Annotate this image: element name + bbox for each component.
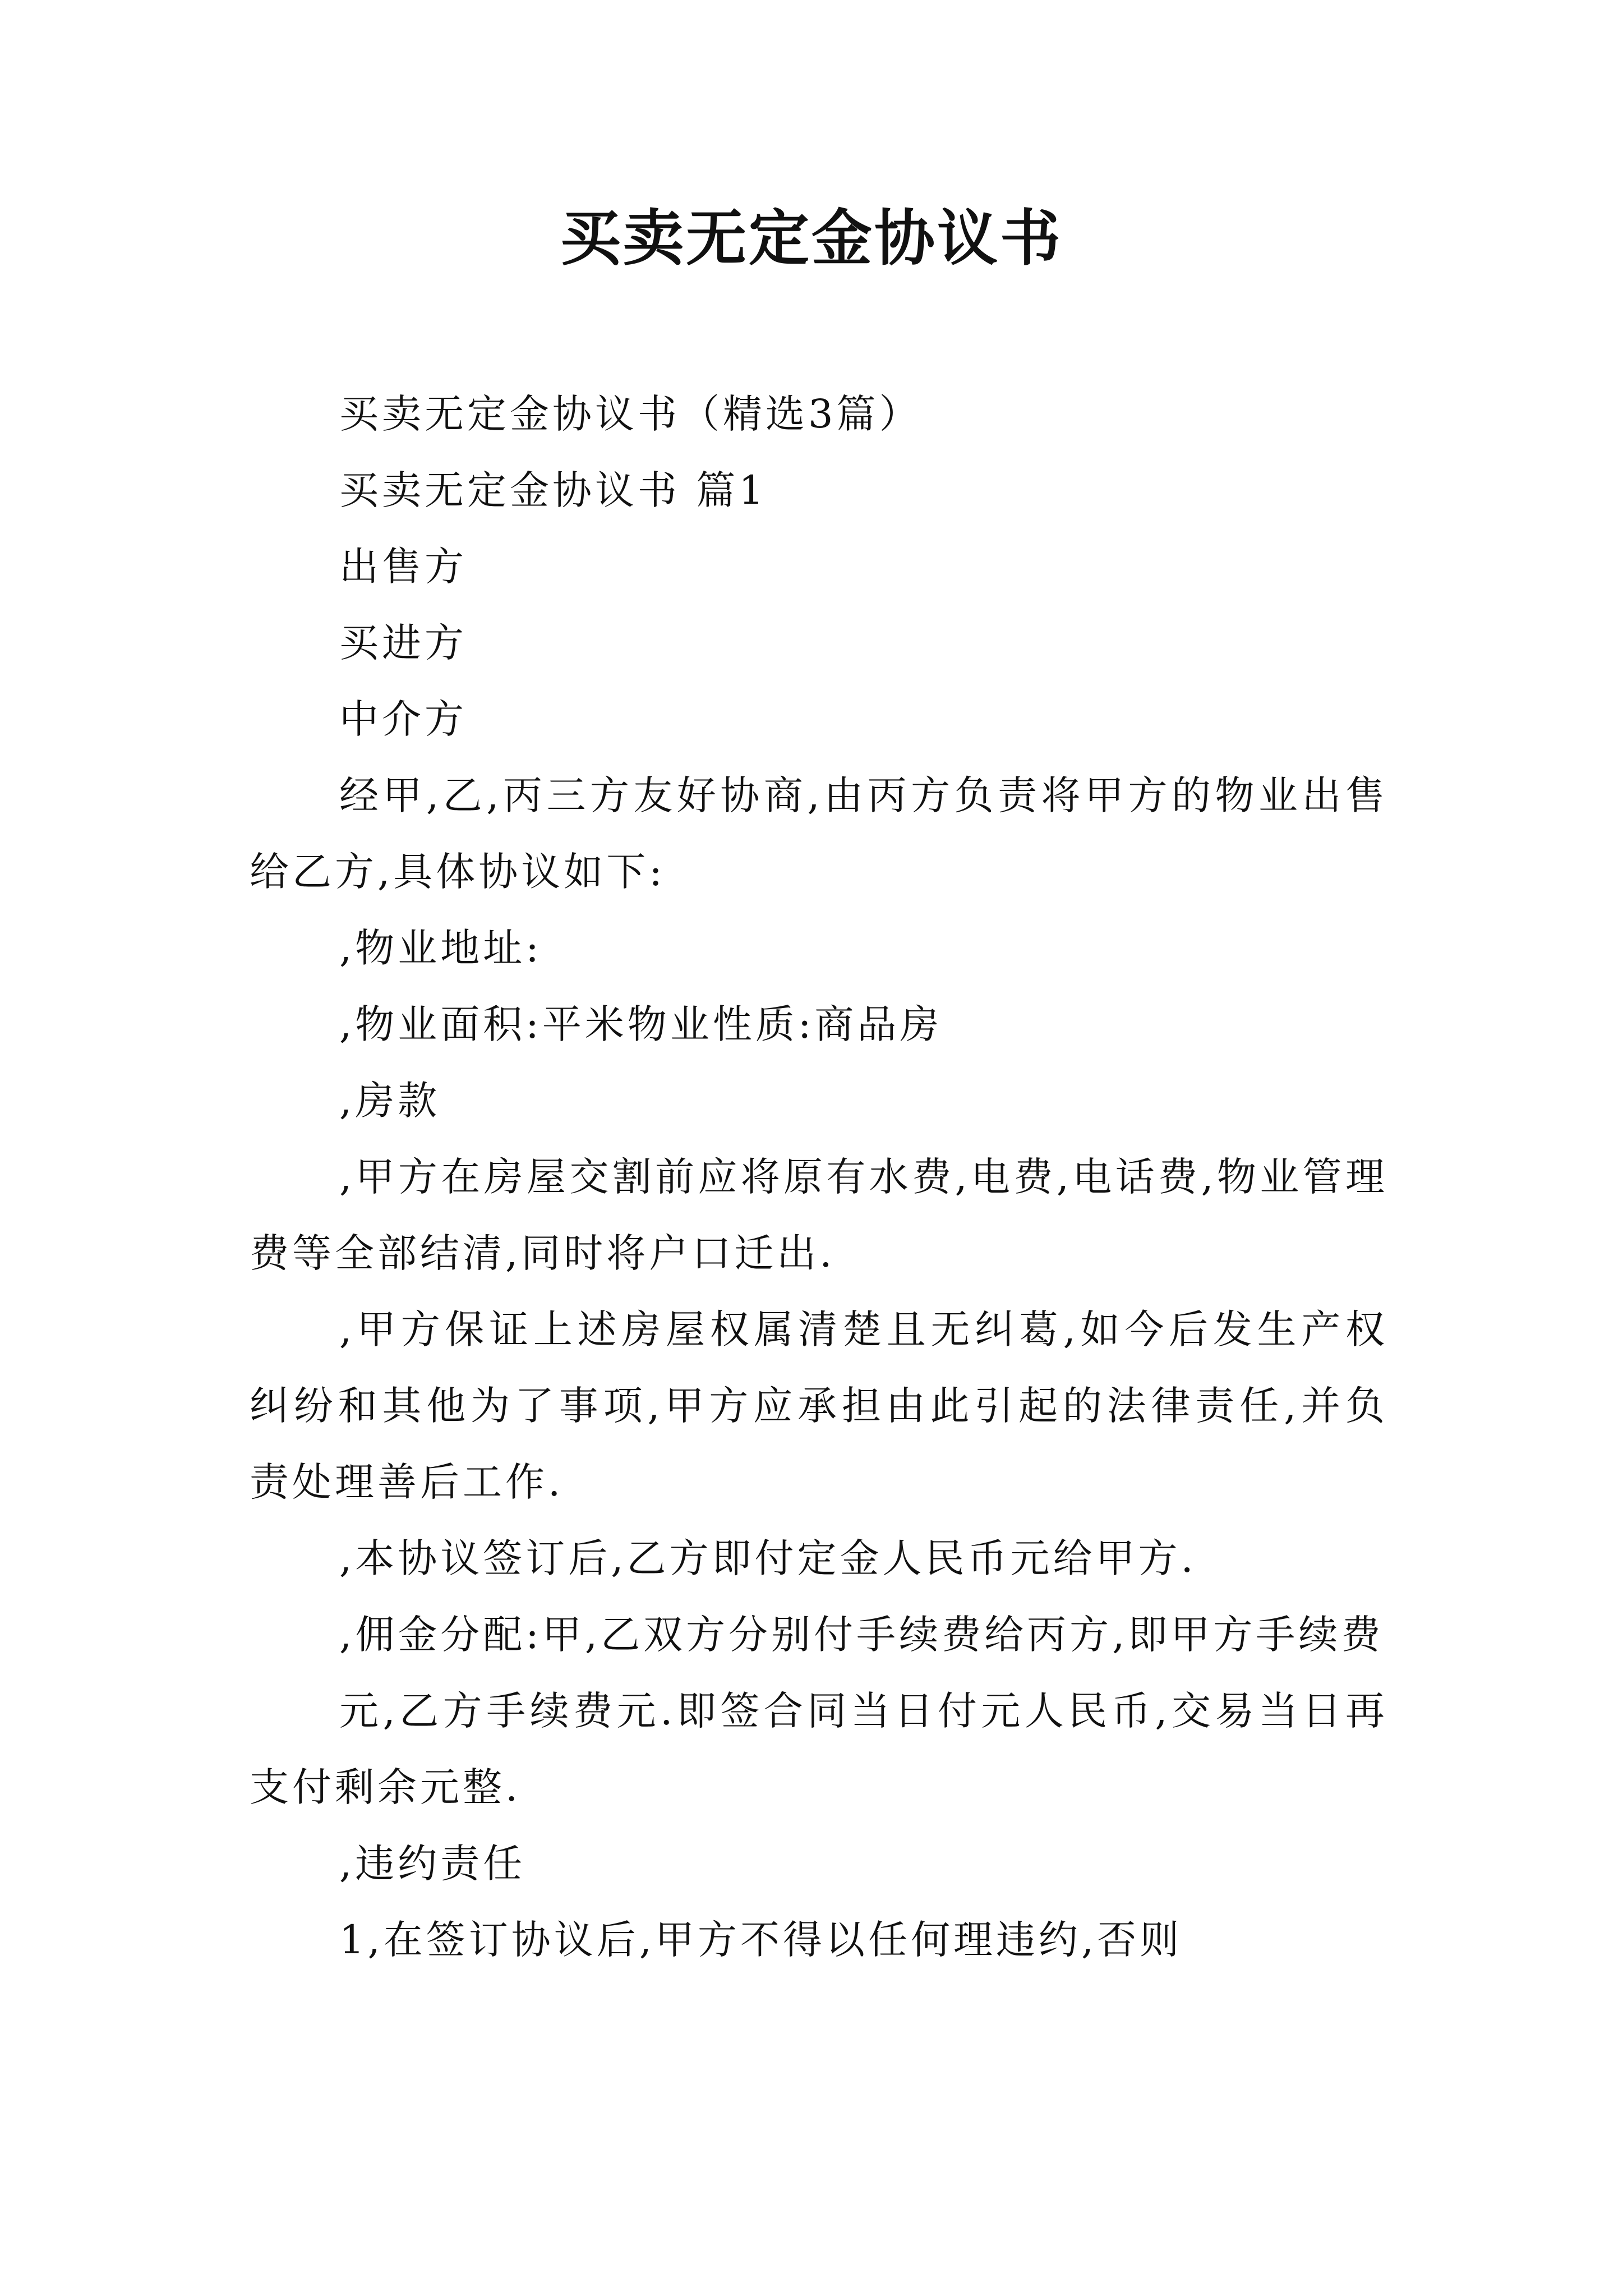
- document-body: [250, 376, 1388, 1978]
- paragraph-deposit: ,本协议签订后,乙方即付定金人民币元给甲方.: [339, 1535, 1197, 1581]
- paragraph-subtitle: 买卖无定金协议书（精选3篇）: [339, 391, 922, 437]
- paragraph-preamble: 经甲,乙,丙三方友好协商,由丙方负责将甲方的物业出售给乙方,具体协议如下:: [250, 772, 1388, 895]
- paragraph-title-guarantee: ,甲方保证上述房屋权属清楚且无纠葛,如今后发生产权纠纷和其他为了事项,甲方应承担由此引起的法律责任,并负责处理善后工作.: [250, 1306, 1388, 1505]
- paragraph-breach-heading: ,违约责任: [339, 1841, 526, 1887]
- paragraph-price: ,房款: [339, 1078, 441, 1124]
- paragraph-section-heading: 买卖无定金协议书 篇1: [339, 467, 767, 513]
- paragraph-agent: 中介方: [339, 696, 467, 742]
- paragraph-property-area: ,物业面积:平米物业性质:商品房: [339, 1001, 943, 1047]
- paragraph-commission: ,佣金分配:甲,乙双方分别付手续费给丙方,即甲方手续费: [339, 1612, 1384, 1658]
- paragraph-buyer: 买进方: [339, 620, 467, 666]
- document-title: 买卖无定金协议书: [560, 203, 1063, 274]
- paragraph-breach-item-1: 1,在签订协议后,甲方不得以任何理违约,否则: [339, 1917, 1183, 1963]
- paragraph-commission-continued: 元,乙方手续费元.即签合同当日付元人民币,交易当日再支付剩余元整.: [250, 1688, 1388, 1810]
- paragraph-seller: 出售方: [339, 544, 467, 590]
- paragraph-fees: ,甲方在房屋交割前应将原有水费,电费,电话费,物业管理费等全部结清,同时将户口迁出.: [250, 1154, 1388, 1276]
- paragraph-property-address: ,物业地址:: [339, 925, 542, 971]
